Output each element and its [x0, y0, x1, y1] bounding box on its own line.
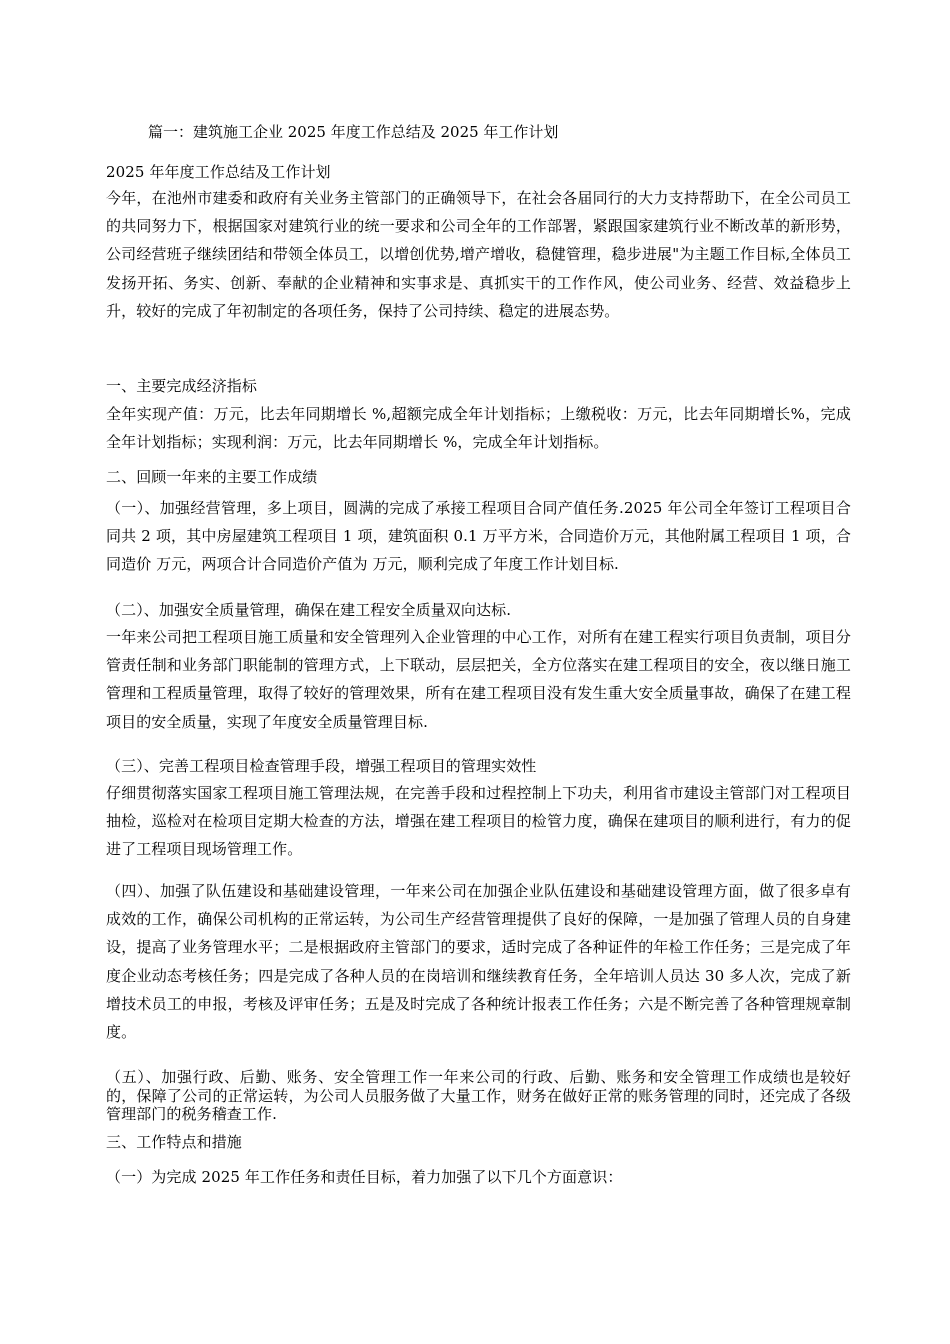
- section-2-heading: 二、回顾一年来的主要工作成绩: [106, 468, 318, 486]
- section-2-item-2-heading: （二）、加强安全质量管理，确保在建工程安全质量双向达标.: [106, 601, 512, 619]
- intro-paragraph: 今年，在池州市建委和政府有关业务主管部门的正确领导下，在社会各届同行的大力支持帮助下，在全公司员工的共同努力下，根据国家对建筑行业的统一要求和公司全年的工作部署，紧跟国家建筑行业不断改革的新形势，公司经营班子继续团结和带领全体员工，以增创优势,增产增收，稳健管理，稳步进展"为主题工作目标,全体员工发扬开拓、务实、创新、奉献的企业精神和实事求是、真抓实干的工作作风，使公司业务、经营、效益稳步上升，较好的完成了年初制定的各项任务，保持了公司持续、稳定的进展态势。: [106, 189, 851, 320]
- section-2-item-3-body: 仔细贯彻落实国家工程项目施工管理法规，在完善手段和过程控制上下功夫，利用省市建设主管部门对工程项目抽检，巡检对在检项目定期大检查的方法，增强在建工程项目的检管力度，确保在建项目的顺利进行，有力的促进了工程项目现场管理工作。: [106, 784, 851, 859]
- section-2-item-2-body: 一年来公司把工程项目施工质量和安全管理列入企业管理的中心工作，对所有在建工程实行项目负责制，项目分管责任制和业务部门职能制的管理方式，上下联动，层层把关，全方位落实在建工程项目的安全，夜以继日施工管理和工程质量管理，取得了较好的管理效果，所有在建工程项目没有发生重大安全质量事故，确保了在建工程项目的安全质量，实现了年度安全质量管理目标.: [106, 628, 851, 731]
- document-title: 篇一：建筑施工企业 2025 年度工作总结及 2025 年工作计划: [148, 123, 559, 141]
- section-2-item-3-heading: （三）、完善工程项目检查管理手段，增强工程项目的管理实效性: [106, 757, 537, 775]
- section-1-body: 全年实现产值：万元，比去年同期增长 %,超额完成全年计划指标；上缴税收：万元，比去年同期增长%，完成全年计划指标；实现利润：万元，比去年同期增长 %，完成全年计划指标。: [106, 405, 851, 452]
- section-1-heading: 一、主要完成经济指标: [106, 377, 258, 395]
- section-3-item-1: （一）为完成 2025 年工作任务和责任目标，着力加强了以下几个方面意识：: [106, 1168, 623, 1186]
- section-2-item-1: （一）、加强经营管理，多上项目，圆满的完成了承接工程项目合同产值任务.2025 年公司全年签订工程项目合同共 2 项，其中房屋建筑工程项目 1 项，建筑面积 0.1 万平方米，合同造价万元，其他附属工程项目 1 项，合同造价 万元，两项合计合同造价产值为 万元，顺利完成了年度工作计划目标.: [106, 499, 851, 574]
- section-3-heading: 三、工作特点和措施: [106, 1133, 242, 1151]
- section-2-item-4: （四）、加强了队伍建设和基础建设管理，一年来公司在加强企业队伍建设和基础建设管理方面，做了很多卓有成效的工作，确保公司机构的正常运转，为公司生产经营管理提供了良好的保障，一是加强了管理人员的自身建设，提高了业务管理水平；二是根据政府主管部门的要求，适时完成了各种证件的年检工作任务；三是完成了年度企业动态考核任务；四是完成了各种人员的在岗培训和继续教育任务，全年培训人员达 30 多人次，完成了新增技术员工的申报，考核及评审任务；五是及时完成了各种统计报表工作任务；六是不断完善了各种管理规章制度。: [106, 882, 851, 1042]
- document-subtitle: 2025 年年度工作总结及工作计划: [106, 163, 331, 181]
- section-2-item-5: （五）、加强行政、后勤、账务、安全管理工作一年来公司的行政、后勤、账务和安全管理工作成绩也是较好的，保障了公司的正常运转，为公司人员服务做了大量工作，财务在做好正常的账务管理的同时，还完成了各级管理部门的税务稽查工作.: [106, 1068, 851, 1123]
